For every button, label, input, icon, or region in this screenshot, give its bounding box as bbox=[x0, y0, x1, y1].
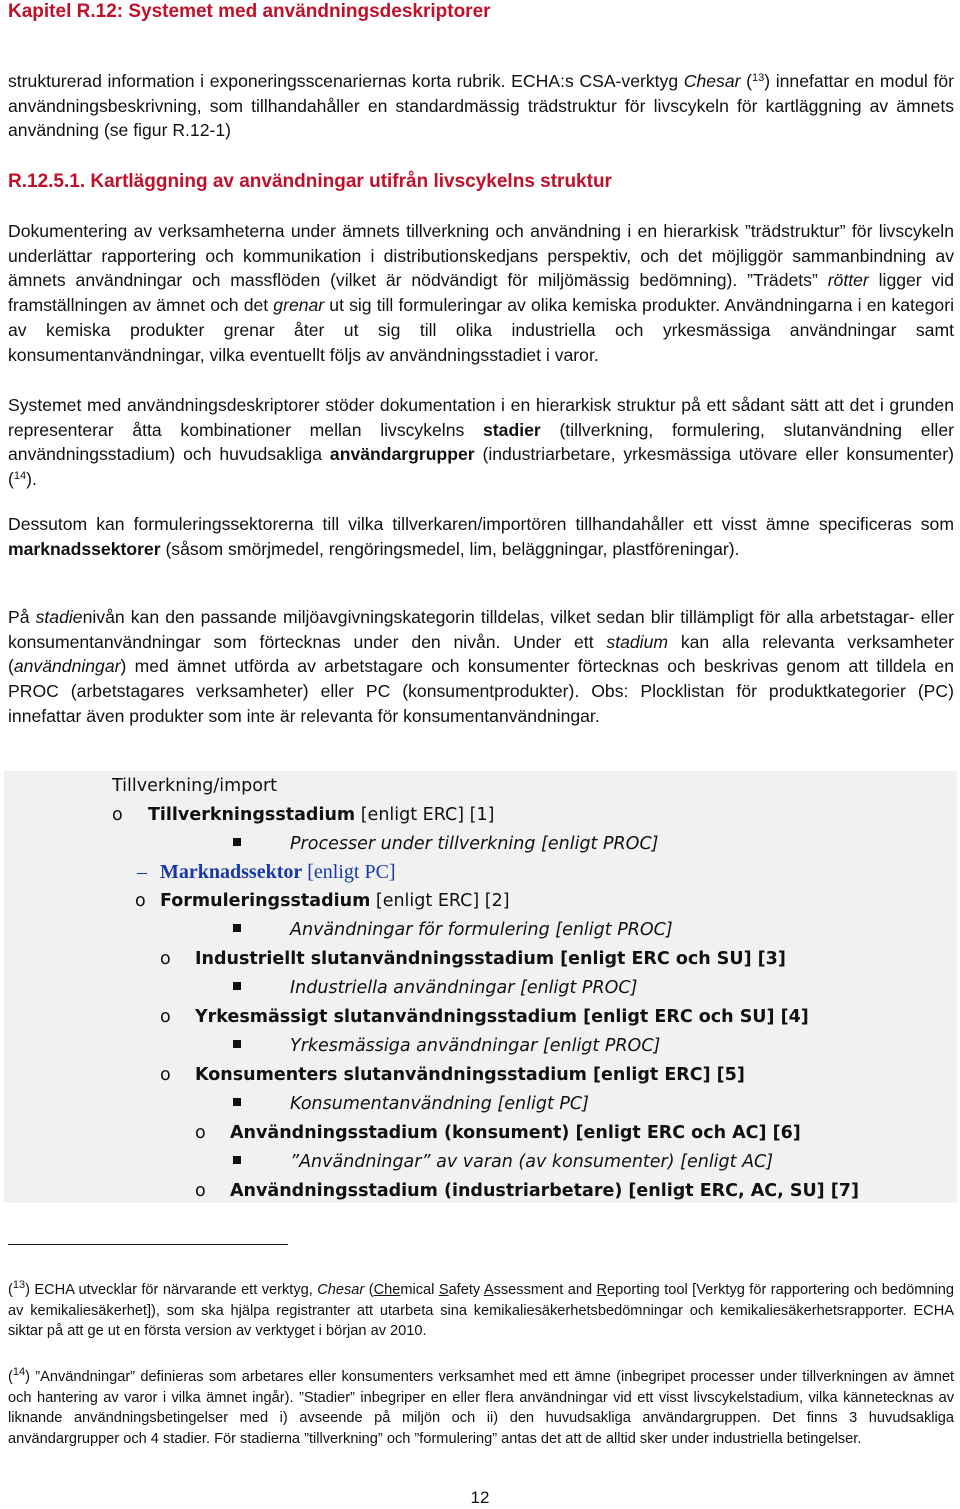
tree-formulation-stage: o Formuleringsstadium [enligt ERC] [2] bbox=[135, 891, 510, 911]
tree-consumer-uses: Konsumentanvändning [enligt PC] bbox=[233, 1093, 589, 1115]
tree-service-life-consumer: o Användningsstadium (konsument) [enligt ERC och AC] [6] bbox=[195, 1123, 801, 1143]
bullet-o: o bbox=[195, 1181, 206, 1201]
tree-professional-uses: Yrkesmässiga användningar [enligt PROC] bbox=[233, 1035, 660, 1057]
tree-industrial-end-use-stage: o Industriellt slutanvändningsstadium [enligt ERC och SU] [3] bbox=[160, 949, 786, 969]
bullet-o: o bbox=[135, 891, 146, 911]
footnote-ref-13[interactable]: 13 bbox=[751, 72, 765, 84]
body-paragraph-2: Systemet med användningsdeskriptorer stöder dokumentation i en hierarkisk struktur på ett sådant sätt att det i grunden representerar åtta kombinationer mellan livscykelns stadier (tillverkning, formulering, slutanvändning eller användningsstadium) och huvudsakliga användargrupper (industriarbetare, yrkesmässiga utövare eller konsumenter) ($^{14}$). bbox=[8, 395, 954, 490]
footnote-separator bbox=[8, 1244, 288, 1245]
chesar-term: Chesar bbox=[683, 71, 741, 91]
tree-formulation-uses: Användningar för formulering [enligt PROC] bbox=[233, 919, 673, 941]
bullet-o: o bbox=[160, 949, 171, 969]
body-paragraph-4: På stadienivån kan den passande miljöavgivningskategorin tilldelas, vilket sedan blir tillämpligt för alla arbetstagar- eller konsumentanvändningar som förtecknas under den nivån. Under ett stadium kan alla relevanta verksamheter (användningar) med ämnet utförda av arbetstagare och konsumenter förtecknas och beskrivas genom att tilldela en PROC (arbetstagares verksamheter) eller PC (konsumentprodukter). Obs: Plocklistan för produktkategorier (PC) innefattar även produkter som inte är relevanta för konsumentanvändningar. bbox=[8, 607, 954, 726]
bullet-o: o bbox=[112, 805, 123, 825]
square-bullet-icon bbox=[233, 924, 241, 932]
bullet-o: o bbox=[195, 1123, 206, 1143]
body-paragraph-1: Dokumentering av verksamheterna under ämnets tillverkning och användning i en hierarkisk ”trädstruktur” för livscykeln underlättar rapportering och kommunikation i distributionskedjans perspektiv, och det möjliggör sammanbindning av ämnets användningar och massflöden (vilket är nödvändigt för miljömässig bedömning). ”Trädets” rötter ligger vid framställningen av ämnet och det grenar ut sig till formuleringar av olika kemiska produkter. Användningarna i en kategori av kemiska produkter grenar åter ut sig till olika industriella och yrkesmässiga användningar samt konsumentanvändningar, vilka eventuellt följs av användningsstadiet i varor. bbox=[8, 221, 954, 365]
footnote-13: ($^{13}$) ECHA utvecklar för närvarande ett verktyg, Chesar (Chemical Safety Assessment and Reporting tool [Verktyg för rapportering och bedömning av kemikaliesäkerhet]), som ska hjälpa registranter att utarbeta sina kemikaliesäkerhetsbedömningar och kemikaliesäkerhetsrapporter. ECHA siktar på att ge ut en första version av verktyget i början av 2010. bbox=[8, 1279, 955, 1339]
tree-consumer-end-use-stage: o Konsumenters slutanvändningsstadium [enligt ERC] [5] bbox=[160, 1065, 745, 1085]
bullet-o: o bbox=[160, 1065, 171, 1085]
square-bullet-icon bbox=[233, 982, 241, 990]
tree-manufacturing-stage: o Tillverkningsstadium [enligt ERC] [1] bbox=[112, 805, 495, 825]
section-heading: R.12.5.1. Kartläggning av användningar utifrån livscykelns struktur bbox=[8, 171, 612, 192]
tree-manufacturing-processes: Processer under tillverkning [enligt PROC] bbox=[233, 833, 659, 855]
page-number: 12 bbox=[470, 1488, 490, 1507]
square-bullet-icon bbox=[233, 838, 241, 846]
bullet-o: o bbox=[160, 1007, 171, 1027]
footnote-14: ($^{14}$) ”Användningar” definieras som arbetares eller konsumenters verksamhet med ett ämne (inbegripet processer under tillverkningen av ämnet och hantering av varor i vilka ämnet ingår). ”Stadier” inbegriper en eller flera användningar vid ett visst livscykelstadium, vilka kännetecknas av liknande användningsbetingelser med i) avseende på miljön och ii) den huvudsakliga användargruppen. Det finns 3 huvudsakliga användargrupper och 4 stadier. För stadierna ”tillverkning” och ”formulering” antas det att de alltid sker under industriella betingelser. bbox=[8, 1366, 954, 1447]
body-paragraph-3: Dessutom kan formuleringssektorerna till vilka tillverkaren/importören tillhandahåller ett visst ämne specificeras som marknadssektorer (såsom smörjmedel, rengöringsmedel, lim, beläggningar, plastföreningar). bbox=[8, 514, 954, 559]
tree-professional-end-use-stage: o Yrkesmässigt slutanvändningsstadium [enligt ERC och SU] [4] bbox=[160, 1007, 809, 1027]
tree-market-sector: – Marknadssektor [enligt PC] bbox=[137, 861, 396, 883]
square-bullet-icon bbox=[233, 1156, 241, 1164]
dash-bullet: – bbox=[137, 861, 147, 883]
tree-service-life-industrial: o Användningsstadium (industriarbetare) [enligt ERC, AC, SU] [7] bbox=[195, 1181, 859, 1201]
intro-paragraph: strukturerad information i exponeringsscenariernas korta rubrik. ECHA:s CSA-verktyg Chesar ($^{13}$) innefattar en modul för användningsbeskrivning, som tillhandahåller en standardmässig trädstruktur för livscykeln för kartläggning av ämnets användning (se figur R.12-1) bbox=[8, 71, 954, 141]
tree-industrial-uses: Industriella användningar [enligt PROC] bbox=[233, 977, 637, 999]
tree-root: Tillverkning/import bbox=[112, 776, 278, 796]
running-header: Kapitel R.12: Systemet med användningsdeskriptorer bbox=[8, 1, 491, 22]
square-bullet-icon bbox=[233, 1040, 241, 1048]
tree-article-uses-consumer: ”Användningar” av varan (av konsumenter) [enligt AC] bbox=[233, 1151, 773, 1173]
footnote-ref-14[interactable]: 14 bbox=[13, 470, 27, 483]
square-bullet-icon bbox=[233, 1098, 241, 1106]
